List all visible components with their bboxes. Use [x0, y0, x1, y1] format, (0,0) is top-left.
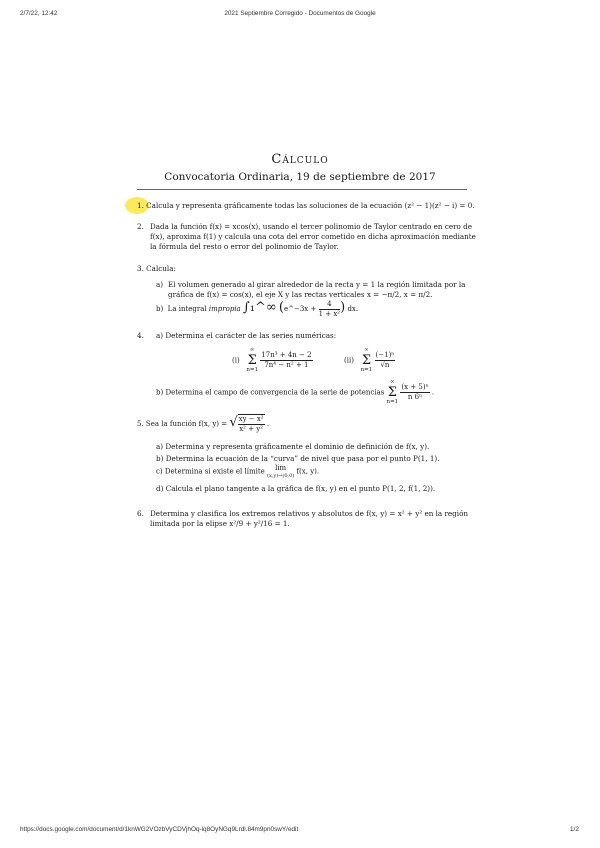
question-5c: c) Determina si existe el límite lim (x,y)→(0,0) f(x, y). [156, 464, 320, 479]
question-4a: a) Determina el carácter de las series numéricas: [156, 331, 337, 340]
title-rule [137, 189, 467, 190]
question-3a-line-1: El volumen generado al girar alrededor de la recta y = 1 la región limitada por la [168, 280, 466, 289]
series-ii: (ii) ∞ Σ n=1 $\frac{\text{(−1)ⁿ}}{√n}$ [344, 347, 395, 373]
question-3b: b) La integral impropia ∫₁^∞ (e^−3x + $\frac{4}{\text{1 + x²}}$ ) dx. [156, 299, 359, 318]
print-datetime: 2/7/22, 12:42 [20, 10, 58, 17]
question-3a-label: a) [156, 280, 164, 289]
question-6-line-2: limitada por la elipse x²/9 + y²/16 = 1. [150, 519, 290, 528]
question-2-number: 2. [137, 222, 144, 231]
print-document-title: 2021 Septiembre Corregido - Documentos de Google [224, 10, 376, 17]
question-1: 1. Calcula y representa gráficamente todas las soluciones de la ecuación (z² − 1)(z² − i) = 0. [137, 201, 475, 210]
question-5b: b) Determina la ecuación de la “curva” de nivel que pasa por el punto P(1, 1). [156, 454, 440, 463]
question-3a-line-2: gráfica de f(x) = cos(x), el eje X y las rectas verticales x = −π/2, x = π/2. [168, 290, 433, 299]
question-6-line-1: Determina y clasifica los extremos relativos y absolutos de f(x, y) = x² + y² en la región [150, 509, 469, 518]
question-4b: b) Determina el campo de convergencia de la serie de potencias ∞ Σ n=1 $\frac{\text{(x + 5)ⁿ}}{\text{n 6ⁿ}}$ . [156, 379, 435, 405]
exam-title: Cálculo [271, 152, 329, 167]
print-page-number: 1/2 [570, 826, 579, 833]
question-6-number: 6. [137, 509, 144, 518]
question-2-line-2: f(x), aproxima f(1) y calcula una cota del error cometido en dicha aproximación mediante [150, 232, 476, 241]
question-5a: a) Determina y representa gráficamente el dominio de definición de f(x, y). [156, 442, 430, 451]
question-5d: d) Calcula el plano tangente a la gráfica de f(x, y) en el punto P(1, 2, f(1, 2)). [156, 484, 436, 493]
series-i: (i) ∞ Σ n=1 $\frac{\text{17n³ + 4n − 2}}{\text{7n⁴ − n² + 1}}$ [232, 347, 312, 373]
question-4-number: 4. [137, 331, 144, 340]
question-2-line-3: la fórmula del resto o error del polinomio de Taylor. [150, 242, 339, 251]
question-5-intro: 5. Sea la función f(x, y) = √ $\frac{\text{xy − x²}}{\text{x² + y²}}$ . [137, 415, 270, 433]
print-url: https://docs.google.com/document/d/1knWG2VOzbVyCDVjhOq-lq8OyNGq9Lrdl.84m9pn0swY/edit [20, 826, 299, 833]
exam-subtitle: Convocatoria Ordinaria, 19 de septiembre de 2017 [164, 171, 436, 183]
question-3: 3. Calcula: [137, 264, 176, 273]
question-2-line-1: Dada la función f(x) = xcos(x), usando el tercer polinomio de Taylor centrado en cero de [150, 222, 473, 231]
